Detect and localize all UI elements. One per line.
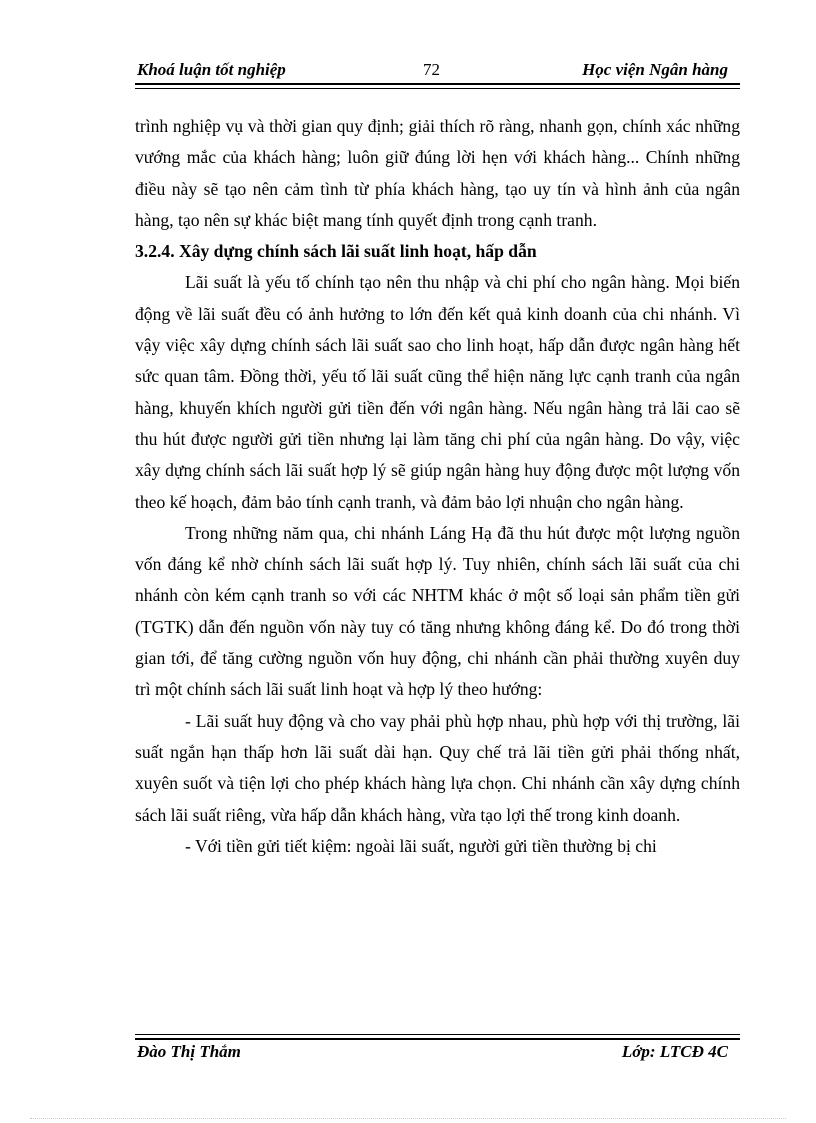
page-edge-divider: [30, 1118, 786, 1119]
header-institution: Học viện Ngân hàng: [582, 60, 728, 79]
paragraph: Trong những năm qua, chi nhánh Láng Hạ đã thu hút được một lượng nguồn vốn đáng kể nhờ chính sách lãi suất hợp lý. Tuy nhiên, chính sách lãi suất của chi nhánh còn kém cạnh tranh so với các NHTM khác ở một số loại sản phẩm tiền gửi (TGTK) dẫn đến nguồn vốn này tuy có tăng nhưng không đáng kể. Do đó trong thời gian tới, để tăng cường nguồn vốn huy động, chi nhánh cần phải thường xuyên duy trì một chính sách lãi suất linh hoạt và hợp lý theo hướng:: [135, 522, 740, 700]
footer-rule-thin: [135, 1034, 740, 1035]
body-text: [135, 111, 740, 862]
header-rule-thin: [135, 88, 740, 89]
paragraph-continuation: trình nghiệp vụ và thời gian quy định; giải thích rõ ràng, nhanh gọn, chính xác những vướng mắc của khách hàng; luôn giữ đúng lời hẹn với khách hàng... Chính những điều này sẽ tạo nên cảm tình từ phía khách hàng, tạo uy tín và hình ảnh của ngân hàng, tạo nên sự khác biệt mang tính quyết định trong cạnh tranh.: [135, 116, 740, 230]
paragraph: Lãi suất là yếu tố chính tạo nên thu nhập và chi phí cho ngân hàng. Mọi biến động về lãi suất đều có ảnh hưởng to lớn đến kết quả kinh doanh của chi nhánh. Vì vậy việc xây dựng chính sách lãi suất sao cho linh hoạt, hấp dẫn được ngân hàng hết sức quan tâm. Đồng thời, yếu tố lãi suất cũng thể hiện năng lực cạnh tranh của ngân hàng, khuyến khích người gửi tiền đến với ngân hàng. Nếu ngân hàng trả lãi cao sẽ thu hút được người gửi tiền nhưng lại làm tăng chi phí của ngân hàng. Do vậy, việc xây dựng chính sách lãi suất hợp lý sẽ giúp ngân hàng huy động được một lượng vốn theo kế hoạch, đảm bảo tính cạnh tranh, và đảm bảo lợi nhuận cho ngân hàng.: [135, 272, 740, 512]
paragraph-bullet: - Với tiền gửi tiết kiệm: ngoài lãi suất, người gửi tiền thường bị chi: [185, 835, 657, 856]
footer-rule-thick: [135, 1038, 740, 1040]
footer-class: Lớp: LTCĐ 4C: [621, 1042, 728, 1061]
page-number: 72: [423, 60, 440, 79]
header-thesis-title: Khoá luận tốt nghiệp: [137, 60, 286, 79]
header-rule-thick: [135, 83, 740, 85]
footer-author: Đào Thị Thắm: [137, 1042, 241, 1061]
page-header: [135, 57, 740, 83]
paragraph-bullet: - Lãi suất huy động và cho vay phải phù hợp nhau, phù hợp với thị trường, lãi suất ngắn hạn thấp hơn lãi suất dài hạn. Quy chế trả lãi tiền gửi phải thống nhất, xuyên suốt và tiện lợi cho phép khách hàng lựa chọn. Chi nhánh cần xây dựng chính sách lãi suất riêng, vừa hấp dẫn khách hàng, vừa tạo lợi thế trong kinh doanh.: [135, 710, 740, 825]
page-footer: [135, 1042, 740, 1068]
section-heading: 3.2.4. Xây dựng chính sách lãi suất linh hoạt, hấp dẫn: [135, 241, 537, 262]
